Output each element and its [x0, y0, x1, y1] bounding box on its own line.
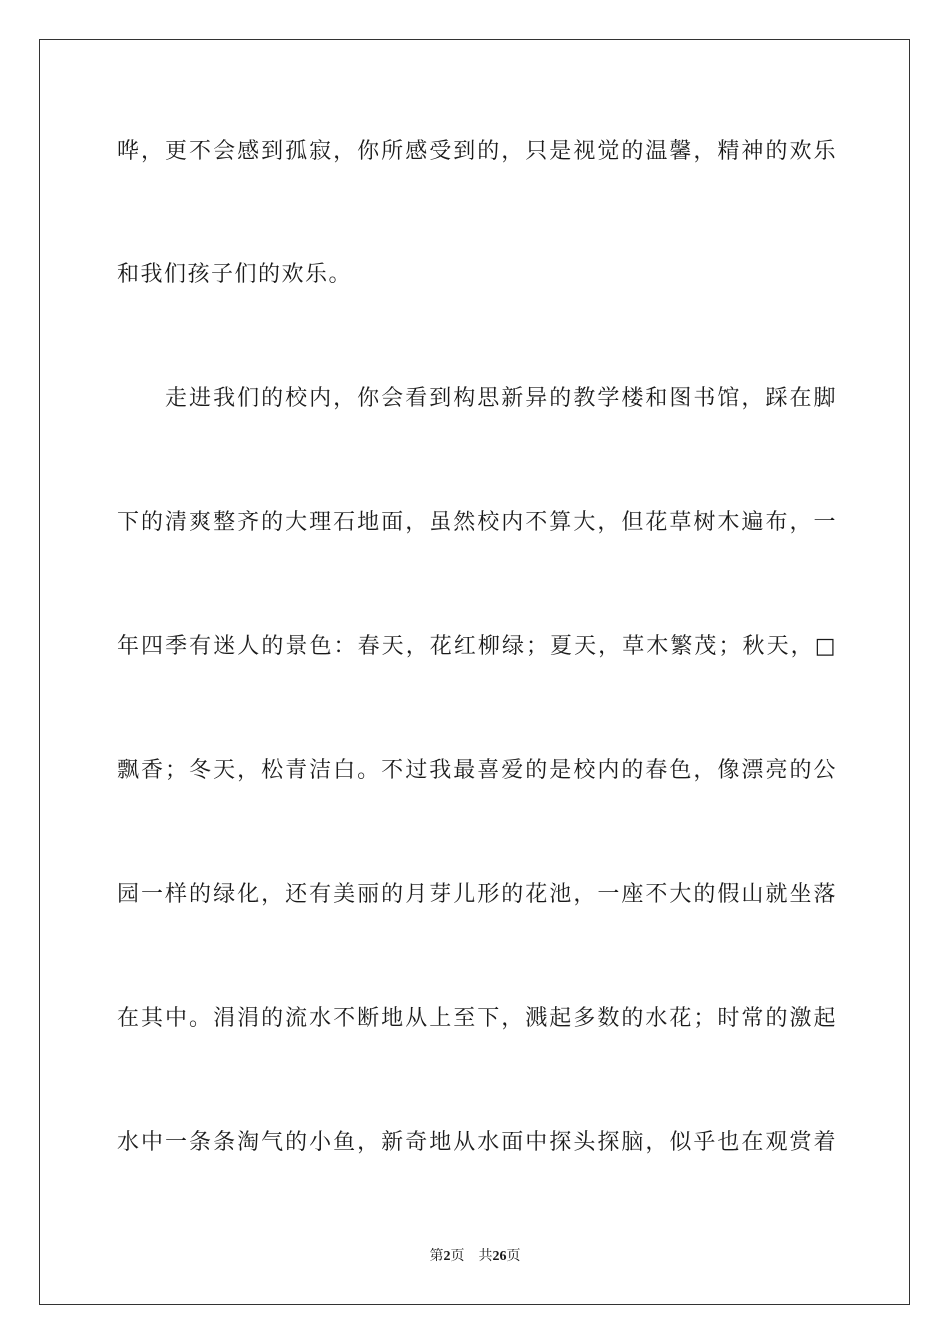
page-suffix: 页	[450, 1248, 465, 1264]
text-line-6: 飘香；冬天，松青洁白。不过我最喜爱的是校内的春色，像漂亮的公	[117, 758, 837, 783]
text-line-7: 园一样的绿化，还有美丽的月芽儿形的花池，一座不大的假山就坐落	[117, 882, 837, 907]
page-number: 2	[443, 1249, 451, 1264]
page-prefix: 第	[429, 1248, 444, 1264]
text-line-8: 在其中。涓涓的流水不断地从上至下，溅起多数的水花；时常的激起	[117, 1006, 837, 1031]
page-footer	[0, 1247, 950, 1266]
total-prefix: 共	[478, 1248, 493, 1264]
text-line-2: 和我们孩子们的欢乐。	[117, 262, 353, 287]
page-border	[39, 39, 910, 1305]
text-line-1: 哗，更不会感到孤寂，你所感受到的，只是视觉的温馨，精神的欢乐	[117, 139, 837, 164]
text-line-5: 年四季有迷人的景色：春天，花红柳绿；夏天，草木繁茂；秋天，□	[117, 634, 837, 659]
text-line-4: 下的清爽整齐的大理石地面，虽然校内不算大，但花草树木遍布，一	[117, 510, 837, 535]
total-suffix: 页	[506, 1248, 521, 1264]
total-pages: 26	[492, 1249, 507, 1264]
text-line-9: 水中一条条淘气的小鱼，新奇地从水面中探头探脑，似乎也在观赏着	[117, 1130, 837, 1155]
text-line-3: 走进我们的校内，你会看到构思新异的教学楼和图书馆，踩在脚	[117, 386, 837, 411]
